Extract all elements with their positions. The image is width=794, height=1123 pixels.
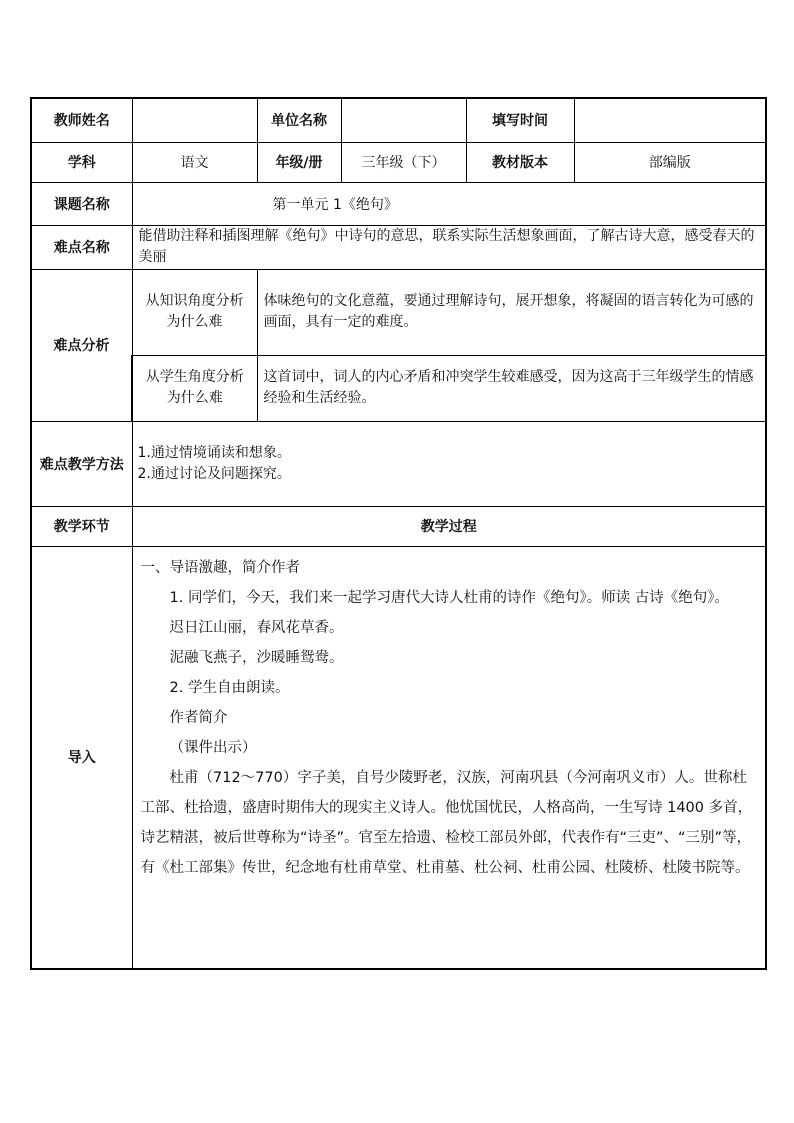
lesson-title-label: 课题名称 bbox=[31, 182, 132, 225]
author-bio: 杜甫（712～770）字子美，自号少陵野老，汉族，河南巩县（今河南巩义市）人。世称杜工部、杜拾遗，盛唐时期伟大的现实主义诗人。他忧国忧民，人格高尚，一生写诗 1400 多首，诗艺精湛，被后世尊称为“诗圣”。官至左拾遗、检校工部员外郎，代表作有“三吏”、“三别”等，有《杜工部集》传世，纪念地有杜甫草堂、杜甫墓、杜公祠、杜甫公园、杜陵桥、杜陵书院等。 bbox=[140, 769, 753, 876]
row-analysis-knowledge bbox=[31, 269, 766, 355]
fill-time-label: 填写时间 bbox=[466, 98, 574, 142]
teaching-method-label: 难点教学方法 bbox=[31, 421, 132, 506]
row-analysis-student bbox=[31, 355, 766, 421]
row-header bbox=[31, 98, 766, 142]
student-angle-value: 这首词中，词人的内心矛盾和冲突学生较难感受，因为这高于三年级学生的情感经验和生活经验。 bbox=[257, 355, 766, 421]
student-angle-label: 从学生角度分析为什么难 bbox=[132, 355, 257, 421]
knowledge-angle-label: 从知识角度分析为什么难 bbox=[132, 269, 257, 355]
lesson-title-text: 第一单元 1《绝句》 bbox=[272, 196, 398, 213]
row-difficulty bbox=[31, 225, 766, 269]
stage-intro-label: 导入 bbox=[31, 546, 132, 969]
edition-label: 教材版本 bbox=[466, 142, 574, 182]
content-paragraph: （课件出示） bbox=[169, 739, 257, 756]
row-info bbox=[31, 142, 766, 182]
teacher-name-label: 教师姓名 bbox=[31, 98, 132, 142]
lesson-title-value bbox=[132, 182, 766, 225]
teaching-method-value bbox=[132, 421, 766, 506]
method-item: 2.通过讨论及问题探究。 bbox=[137, 465, 291, 482]
poem-line: 泥融飞燕子，沙暖睡鸳鸯。 bbox=[169, 649, 344, 666]
difficulty-name-label: 难点名称 bbox=[31, 225, 132, 269]
difficulty-analysis-label: 难点分析 bbox=[31, 269, 132, 421]
row-lesson bbox=[31, 182, 766, 225]
process-header: 教学过程 bbox=[132, 506, 766, 546]
method-item: 1.通过情境诵读和想象。 bbox=[137, 444, 291, 461]
teacher-name-value bbox=[132, 98, 257, 142]
subject-value: 语文 bbox=[132, 142, 257, 182]
row-process-body bbox=[31, 546, 766, 969]
row-process-header bbox=[31, 506, 766, 546]
process-content bbox=[132, 546, 766, 969]
lesson-plan-table bbox=[30, 97, 767, 970]
fill-time-value bbox=[574, 98, 766, 142]
edition-value: 部编版 bbox=[574, 142, 766, 182]
unit-name-value bbox=[341, 98, 466, 142]
stage-header: 教学环节 bbox=[31, 506, 132, 546]
difficulty-name-value: 能借助注释和插图理解《绝句》中诗句的意思，联系实际生活想象画面，了解古诗大意，感受春天的美丽 bbox=[132, 225, 766, 269]
grade-value: 三年级（下） bbox=[341, 142, 466, 182]
content-paragraph: 作者简介 bbox=[169, 709, 228, 726]
knowledge-angle-value: 体味绝句的文化意蕴，要通过理解诗句，展开想象，将凝固的语言转化为可感的画面，具有一定的难度。 bbox=[257, 269, 766, 355]
unit-name-label: 单位名称 bbox=[257, 98, 341, 142]
content-paragraph: 2. 学生自由朗读。 bbox=[169, 679, 290, 696]
section-heading: 一、导语激趣，简介作者 bbox=[140, 559, 300, 576]
subject-label: 学科 bbox=[31, 142, 132, 182]
row-method bbox=[31, 421, 766, 506]
poem-line: 迟日江山丽，春风花草香。 bbox=[169, 619, 344, 636]
grade-label: 年级/册 bbox=[257, 142, 341, 182]
content-paragraph: 1. 同学们，今天，我们来一起学习唐代大诗人杜甫的诗作《绝句》。师读 古诗《绝句》。 bbox=[169, 589, 730, 606]
